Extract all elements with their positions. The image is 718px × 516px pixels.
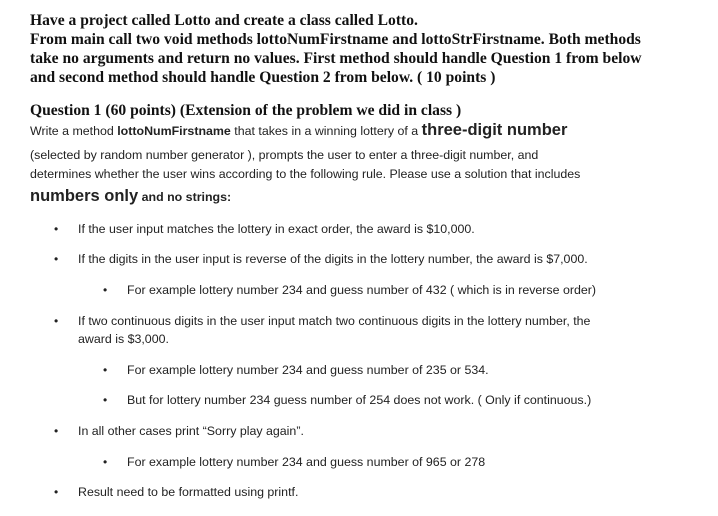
- bullet-text: In all other cases print “Sorry play again”.: [78, 424, 304, 438]
- bullet-text: For example lottery number 234 and guess number of 965 or 278: [127, 455, 486, 469]
- bullet-icon: •: [54, 252, 59, 266]
- intro-line-3: take no arguments and return no values. First method should handle Question 1 from below: [30, 50, 642, 67]
- question-1-heading: Question 1 (60 points) (Extension of the problem we did in class ): [30, 102, 462, 119]
- description-text: that takes in a winning lottery of a: [230, 124, 422, 138]
- bullet-text: award is $3,000.: [78, 332, 169, 346]
- intro-line-2: From main call two void methods lottoNumFirstname and lottoStrFirstname. Both methods: [30, 31, 641, 48]
- bullet-icon: •: [103, 393, 108, 407]
- method-name: lottoNumFirstname: [117, 124, 231, 138]
- bullet-text: If the digits in the user input is reverse of the digits in the lottery number, the award is $7,000.: [78, 252, 588, 266]
- bullet-icon: •: [103, 455, 108, 469]
- intro-line-1: Have a project called Lotto and create a class called Lotto.: [30, 12, 418, 29]
- intro-line-4: and second method should handle Question 2 from below. ( 10 points ): [30, 69, 496, 86]
- intro-paragraph: [30, 11, 700, 87]
- bullet-icon: •: [103, 363, 108, 377]
- emphasis-numbers-only: numbers only: [30, 187, 139, 205]
- bullet-icon: •: [54, 424, 59, 438]
- bullet-text: If two continuous digits in the user input match two continuous digits in the lottery number, the: [78, 314, 591, 328]
- bullet-text: For example lottery number 234 and guess number of 235 or 534.: [127, 363, 489, 377]
- bullet-icon: •: [54, 485, 59, 499]
- description-line-3: determines whether the user wins according to the following rule. Please use a solution that includes: [30, 167, 581, 181]
- bullet-icon: •: [54, 222, 59, 236]
- description-line-4: [30, 187, 231, 206]
- description-text: and no strings:: [138, 190, 232, 204]
- bullet-icon: •: [54, 314, 59, 328]
- bullet-text: Result need to be formatted using printf.: [78, 485, 299, 499]
- description-line-1: [30, 121, 567, 140]
- bullet-text: If the user input matches the lottery in exact order, the award is $10,000.: [78, 222, 475, 236]
- emphasis-three-digit: three-digit number: [421, 121, 568, 139]
- bullet-text: For example lottery number 234 and guess number of 432 ( which is in reverse order): [127, 283, 597, 297]
- bullet-text: But for lottery number 234 guess number of 254 does not work. ( Only if continuous.): [127, 393, 592, 407]
- description-text: Write a method: [30, 124, 118, 138]
- bullet-icon: •: [103, 283, 108, 297]
- description-line-2: (selected by random number generator ), prompts the user to enter a three-digit number, and: [30, 148, 539, 162]
